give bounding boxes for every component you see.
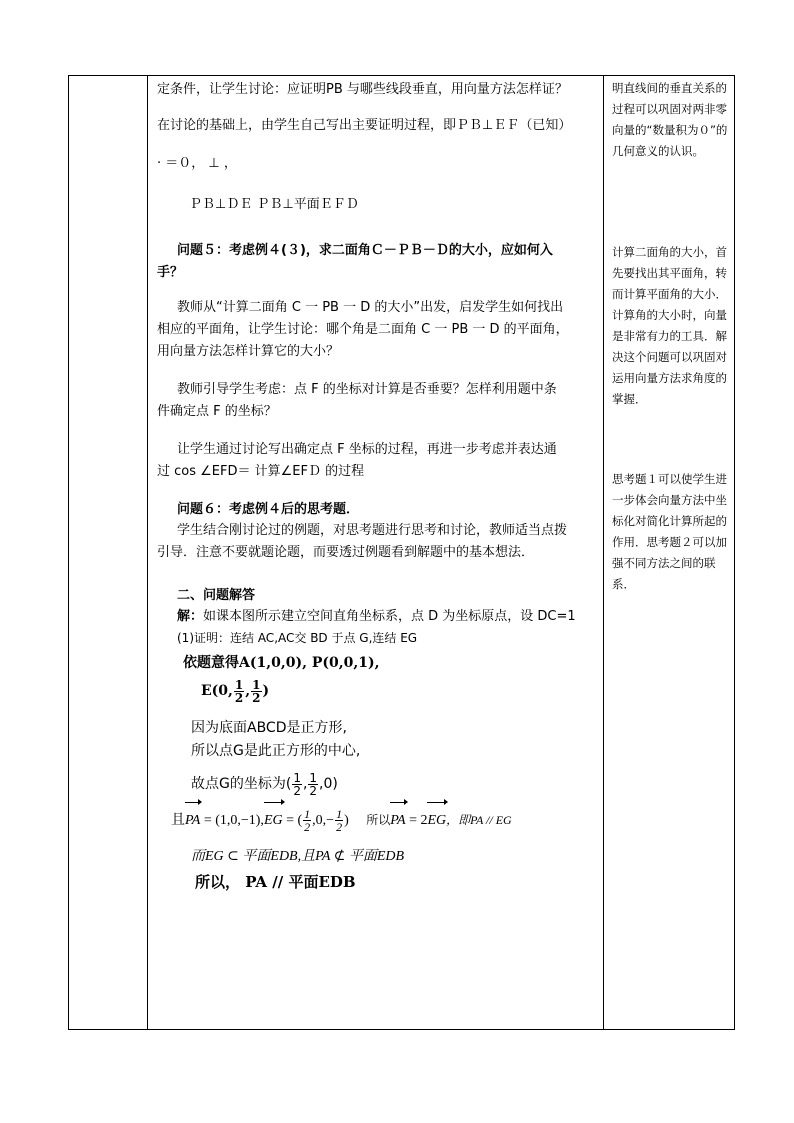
text-line: 定条件，让学生讨论：应证明PB 与哪些线段垂直，用向量方法怎样证？ [157, 82, 568, 97]
vector-pa: PA [185, 804, 200, 838]
paragraph: 学生结合刚讨论过的例题，对思考题进行思考和讨论，教师适当点拨 [177, 523, 568, 538]
solution-label: 解： [177, 609, 204, 624]
lesson-table [68, 75, 735, 1030]
section-heading: 二、问题解答 [177, 588, 256, 603]
paragraph: 引导．注意不要就题论题，而要透过例题看到解题中的基本想法． [157, 545, 535, 560]
note-2: 计算二面角的大小，首先要找出其平面角，转而计算平面角的大小．计算角的大小时，向量是非常有力的工具．解决这个问题可以巩固对运用向量方法求角度的掌握． [612, 245, 727, 406]
math-text: ) [262, 683, 270, 699]
math-line: 且PA = (1,0,−1),EG = ( $\frac{1}{2}$ ,0,− $\frac{1}{2}$ ) 所以PA = 2EG，即PA // EG [171, 803, 512, 838]
fraction: $\frac{1}{2}$ [309, 770, 318, 798]
text-line: ＰＢ⊥ＤＥ ＰＢ⊥平面ＥＦＤ [189, 197, 359, 212]
paragraph: 件确定点 F 的坐标？ [157, 404, 277, 419]
note-3: 思考题１可以使学生进一步体会向量方法中坐标化对简化计算所起的作用．思考题２可以加强不同方法之间的联系． [612, 472, 727, 591]
solution-text: 如课本图所示建立空间直角坐标系，点 D 为坐标原点，设 DC=1 [203, 609, 576, 624]
math-line: E(0, $\frac{1}{2}$ , $\frac{1}{2}$ ) [201, 677, 270, 705]
paragraph: 用向量方法怎样计算它的大小？ [157, 344, 340, 359]
vector-eg: EG [264, 804, 283, 838]
column-divider-left [147, 76, 148, 1029]
paragraph: 教师引导学生考虑：点 F 的坐标对计算是否垂要？怎样利用题中条 [177, 382, 557, 397]
fraction: $\frac{1}{2}$ [304, 807, 311, 835]
fraction: $\frac{1}{2}$ [234, 677, 244, 705]
vector-eg: EG [427, 804, 446, 838]
fraction: $\frac{1}{2}$ [252, 677, 261, 705]
text-line: 在讨论的基础上，由学生自己写出主要证明过程，即ＰＢ⊥ＥＦ（已知） [157, 118, 572, 133]
math-line: 故点G的坐标为( $\frac{1}{2}$ , $\frac{1}{2}$ ,0) [191, 770, 338, 798]
fraction: $\frac{1}{2}$ [293, 770, 301, 798]
question-5: 问题５：考虑例４(３)，求二面角Ｃ－ＰＢ－Ｄ的大小，应如何入 [177, 243, 553, 258]
question-6: 问题６：考虑例４后的思考题． [177, 502, 360, 517]
paragraph: 过 cos ∠EFD＝ 计算∠EFＤ 的过程 [157, 464, 365, 479]
text-line: · ＝０， ⊥ ， [157, 156, 237, 171]
math-line: 依题意得A(1,0,0), P(0,0,1), [183, 655, 380, 671]
note-1: 明直线间的垂直关系的过程可以巩固对两非零向量的“数量积为０”的几何意义的认识。 [612, 81, 728, 158]
paragraph: 让学生通过讨论写出确定点 F 坐标的过程，再进一步考虑并表达通 [177, 442, 557, 457]
paragraph: 教师从“计算二面角 C 一 PB 一 D 的大小”出发，启发学生如何找出 [177, 300, 564, 315]
math-line: 因为底面ABCD是正方形, [191, 720, 347, 736]
math-line: 所以点G是此正方形的中心, [191, 743, 361, 759]
proof-line: (1)证明：连结 AC,AC交 BD 于点 G,连结 EG [177, 631, 418, 645]
math-line: 所以， PA // 平面EDB [195, 873, 356, 891]
paragraph: 相应的平面角，让学生讨论：哪个角是二面角 C 一 PB 一 D 的平面角， [157, 322, 569, 337]
column-divider-right [603, 76, 604, 1029]
fraction: $\frac{1}{2}$ [336, 807, 343, 835]
math-text: E(0, [201, 683, 233, 699]
question-5-cont: 手？ [157, 265, 184, 280]
math-text: 故点G的坐标为( [191, 776, 292, 792]
vector-pa: PA [390, 804, 405, 838]
math-line: 而EG ⊂ 平面EDB,且PA ⊄ 平面EDB [191, 849, 405, 864]
solution-intro [177, 606, 576, 628]
math-text: ,0) [319, 776, 338, 792]
